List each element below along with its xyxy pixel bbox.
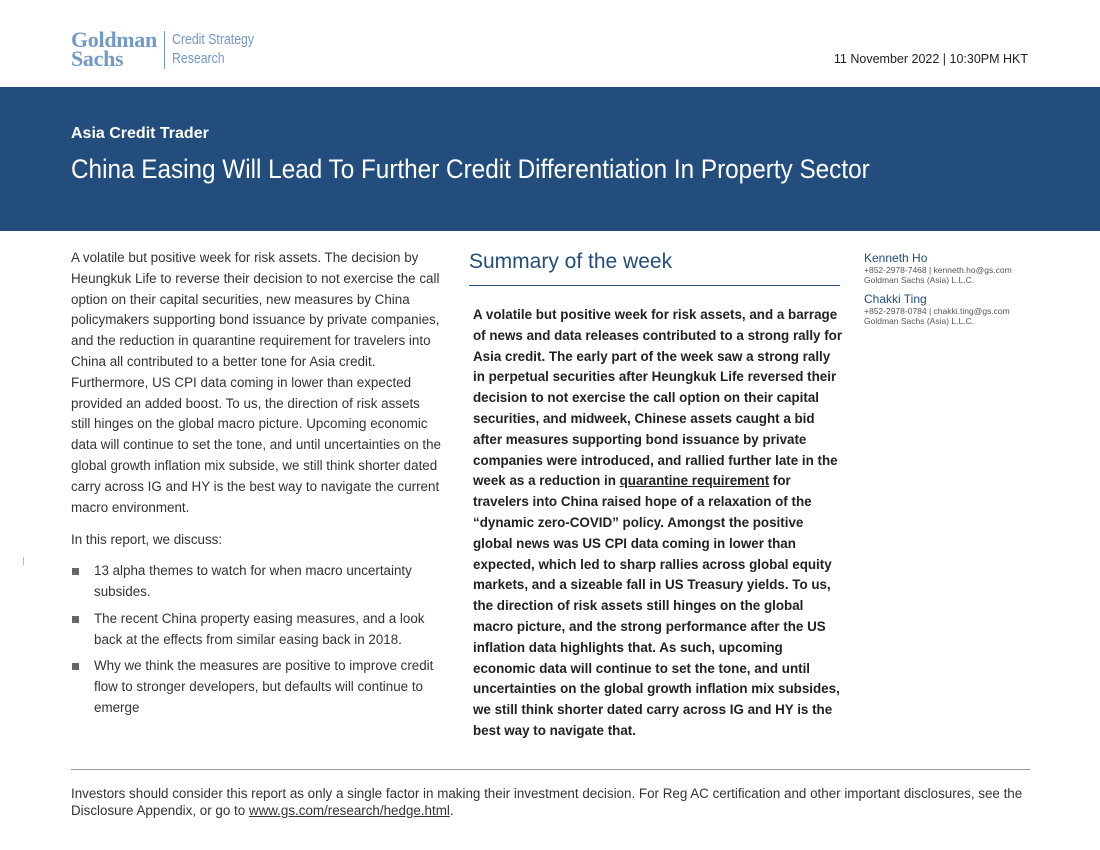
list-item-text: The recent China property easing measures, and a look back at the effects from similar easing back in 2018. (94, 610, 425, 647)
goldman-sachs-logo (71, 27, 272, 71)
division-line-2: Research (171, 50, 225, 67)
summary-divider (469, 285, 840, 286)
intro-paragraph: A volatile but positive week for risk assets. The decision by Heungkuk Life to reverse their decision to not exercise the call option on their capital securities, new measures by China policymakers supporting bond issuance by private companies, and the reduction in quarantine requirement for travelers into China all contributed to a better tone for Asia credit. Furthermore, US CPI data coming in lower than expected provided an added boost. To us, the direction of risk assets still hinges on the global macro picture. Upcoming economic data will continue to set the tone, and until uncertainties on the global growth inflation mix subside, we still think shorter dated carry across IG and HY is the best way to navigate the current macro environment. (71, 250, 441, 515)
analyst-name[interactable]: Chakki Ting (864, 292, 927, 306)
bullet-square-icon (72, 616, 79, 623)
analyst-contact (864, 252, 1044, 285)
division-line-1: Credit Strategy (171, 31, 254, 48)
footer-text: Investors should consider this report as only a single factor in making their investment decision. For Reg AC certification and other important disclosures, see the Disclosure Appendix, or go to (71, 786, 1023, 818)
quarantine-requirement-link[interactable]: quarantine requirement (619, 473, 770, 489)
logo-wordmark (71, 27, 157, 71)
summary-text-start: A volatile but positive week for risk assets, and a barrage of news and data releases contributed to a strong rally for Asia credit. The early part of the week saw a strong rally in perpetual securities after Heungkuk Life reversed their decision to not exercise the call option on their capital securities, and midweek, Chinese assets caught a bid after measures supporting bond issuance by private companies were introduced, and rallied further late in the week as a reduction in (473, 307, 843, 489)
analyst-contact (864, 293, 1044, 326)
division-name (172, 30, 254, 68)
report-title: China Easing Will Lead To Further Credit Differentiation In Property Sector (71, 154, 870, 184)
footer-divider (71, 769, 1030, 770)
discussion-list (71, 561, 442, 719)
bullet-square-icon (72, 663, 79, 670)
summary-paragraph (473, 305, 845, 742)
margin-mark (23, 557, 24, 565)
list-item-text: Why we think the measures are positive to improve credit flow to stronger developers, but defaults will continue to emerge (94, 658, 434, 715)
analyst-phone-email[interactable]: +852-2978-0784 | chakki.ting@gs.com (864, 306, 1010, 316)
list-item (71, 609, 442, 651)
left-column (71, 248, 442, 725)
logo-line-2: Sachs (71, 46, 124, 71)
logo-line-1: Goldman (71, 27, 157, 52)
summary-heading: Summary of the week (469, 250, 673, 273)
list-item (71, 656, 442, 718)
report-date: 11 November 2022 | 10:30PM HKT (833, 52, 1028, 66)
analyst-name[interactable]: Kenneth Ho (864, 251, 928, 265)
discuss-heading: In this report, we discuss: (71, 532, 223, 548)
series-name: Asia Credit Trader (71, 125, 209, 142)
disclosure-link[interactable]: www.gs.com/research/hedge.html (248, 803, 450, 818)
analyst-contacts (864, 252, 1044, 334)
list-item-text: 13 alpha themes to watch for when macro uncertainty subsides. (94, 563, 412, 599)
disclosure-footer (71, 785, 1031, 819)
title-banner (0, 87, 1100, 231)
list-item (71, 561, 442, 603)
footer-text-end: . (449, 803, 454, 818)
analyst-phone-email[interactable]: +852-2978-7468 | kenneth.ho@gs.com (864, 265, 1012, 275)
analyst-entity: Goldman Sachs (Asia) L.L.C. (864, 316, 975, 326)
bullet-square-icon (72, 568, 79, 575)
logo-divider (164, 31, 165, 69)
analyst-entity: Goldman Sachs (Asia) L.L.C. (864, 275, 975, 285)
summary-text-end: for travelers into China raised hope of a relaxation of the “dynamic zero-COVID” policy. Amongst the positive global news was US CPI data coming in lower than expected, which led to sharp rallies across global equity markets, and a sizeable fall in US Treasury yields. To us, the direction of risk assets still hinges on the global macro picture, and the strong performance after the US inflation data highlights that. As such, upcoming economic data will continue to set the tone, and until uncertainties on the global growth inflation mix subsides, we still think shorter dated carry across IG and HY is the best way to navigate that. (473, 473, 840, 738)
